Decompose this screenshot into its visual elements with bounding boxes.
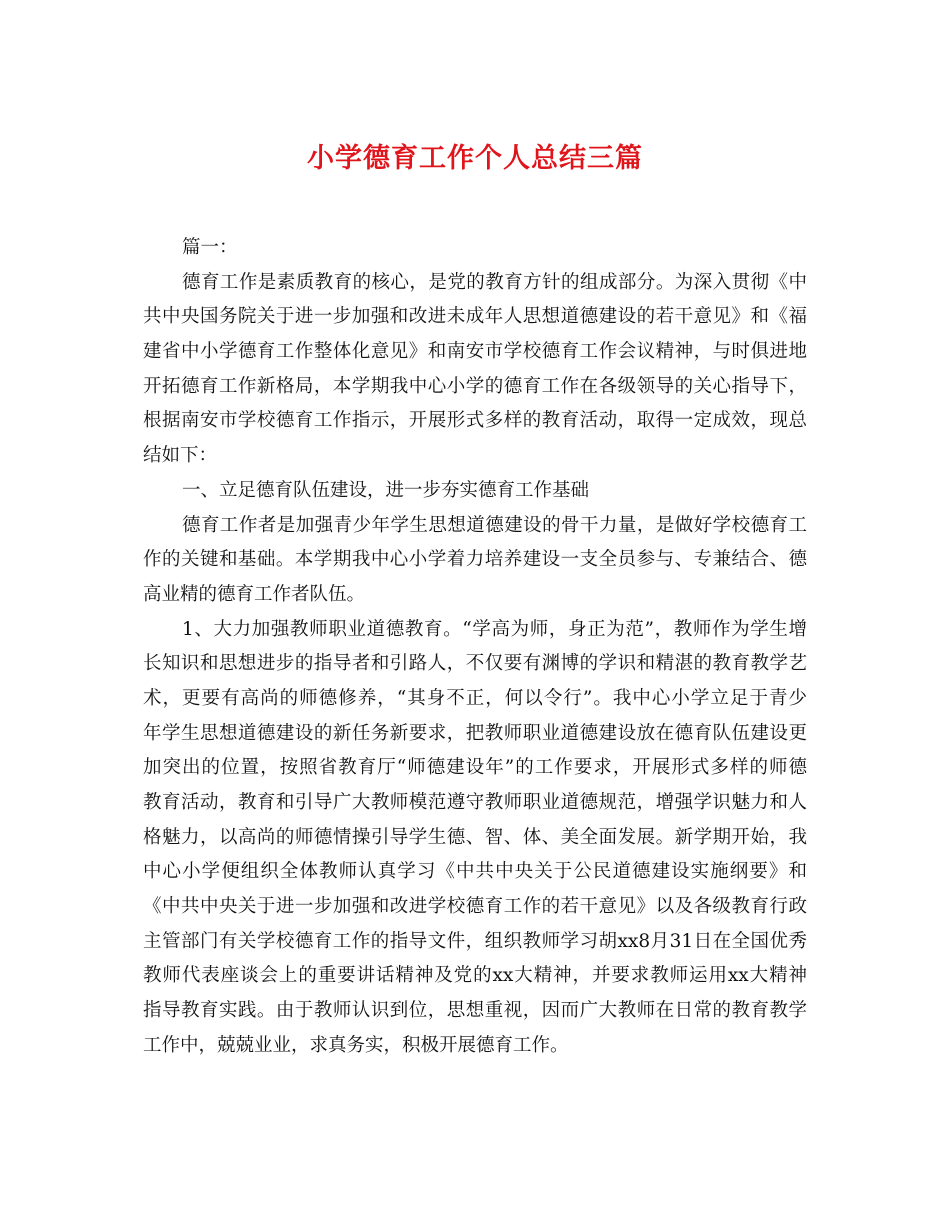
document-body bbox=[143, 231, 807, 1064]
text-line: 高业精的德育工作者队伍。 bbox=[143, 583, 366, 605]
text-line: 德育工作者是加强青少年学生思想道德建设的骨干力量，是做好学校德育工 bbox=[182, 514, 807, 536]
text-line: 一、立足德育队伍建设，进一步夯实德育工作基础 bbox=[182, 479, 590, 501]
text-line: 指导教育实践。由于教师认识到位，思想重视，因而广大教师在日常的教育教学 bbox=[143, 1000, 807, 1022]
text-line: 年学生思想道德建设的新任务新要求，把教师职业道德建设放在德育队伍建设更 bbox=[143, 722, 807, 744]
text-line: 1、大力加强教师职业道德教育。“学高为师，身正为范”，教师作为学生增 bbox=[182, 618, 807, 640]
text-line: 篇一： bbox=[182, 237, 238, 258]
text-line: 教育活动，教育和引导广大教师模范遵守教师职业道德规范，增强学识魅力和人 bbox=[143, 792, 807, 813]
text-line: 作的关键和基础。本学期我中心小学着力培养建设一支全员参与、专兼结合、德 bbox=[143, 549, 807, 571]
document-title: 小学德育工作个人总结三篇 bbox=[307, 143, 643, 174]
text-line: 长知识和思想进步的指导者和引路人，不仅要有渊博的学识和精湛的教育教学艺 bbox=[143, 653, 807, 675]
text-line: 术，更要有高尚的师德修养，“其身不正，何以令行”。我中心小学立足于青少 bbox=[143, 687, 807, 709]
text-line: 工作中，兢兢业业，求真务实，积极开展德育工作。 bbox=[143, 1034, 569, 1056]
text-line: 建省中小学德育工作整体化意见》和南安市学校德育工作会议精神，与时俱进地 bbox=[143, 341, 807, 363]
text-line: 《中共中央关于进一步加强和改进学校德育工作的若干意见》以及各级教育行政 bbox=[143, 896, 807, 918]
text-line: 教师代表座谈会上的重要讲话精神及党的xx大精神，并要求教师运用xx大精神 bbox=[143, 965, 807, 987]
text-line: 格魅力，以高尚的师德情操引导学生德、智、体、美全面发展。新学期开始，我 bbox=[143, 826, 807, 848]
text-line: 根据南安市学校德育工作指示，开展形式多样的教育活动，取得一定成效，现总 bbox=[143, 410, 807, 432]
text-line: 中心小学便组织全体教师认真学习《中共中央关于公民道德建设实施纲要》和 bbox=[143, 861, 807, 883]
text-line: 加突出的位置，按照省教育厅“师德建设年”的工作要求，开展形式多样的师德 bbox=[143, 757, 807, 779]
text-line: 共中央国务院关于进一步加强和改进未成年人思想道德建设的若干意见》和《福 bbox=[143, 306, 807, 328]
text-line: 结如下： bbox=[143, 445, 218, 467]
text-line: 开拓德育工作新格局，本学期我中心小学的德育工作在各级领导的关心指导下， bbox=[143, 375, 807, 397]
text-line: 德育工作是素质教育的核心，是党的教育方针的组成部分。为深入贯彻《中 bbox=[182, 271, 807, 293]
text-line: 主管部门有关学校德育工作的指导文件，组织教师学习胡xx8月31日在全国优秀 bbox=[143, 930, 807, 952]
